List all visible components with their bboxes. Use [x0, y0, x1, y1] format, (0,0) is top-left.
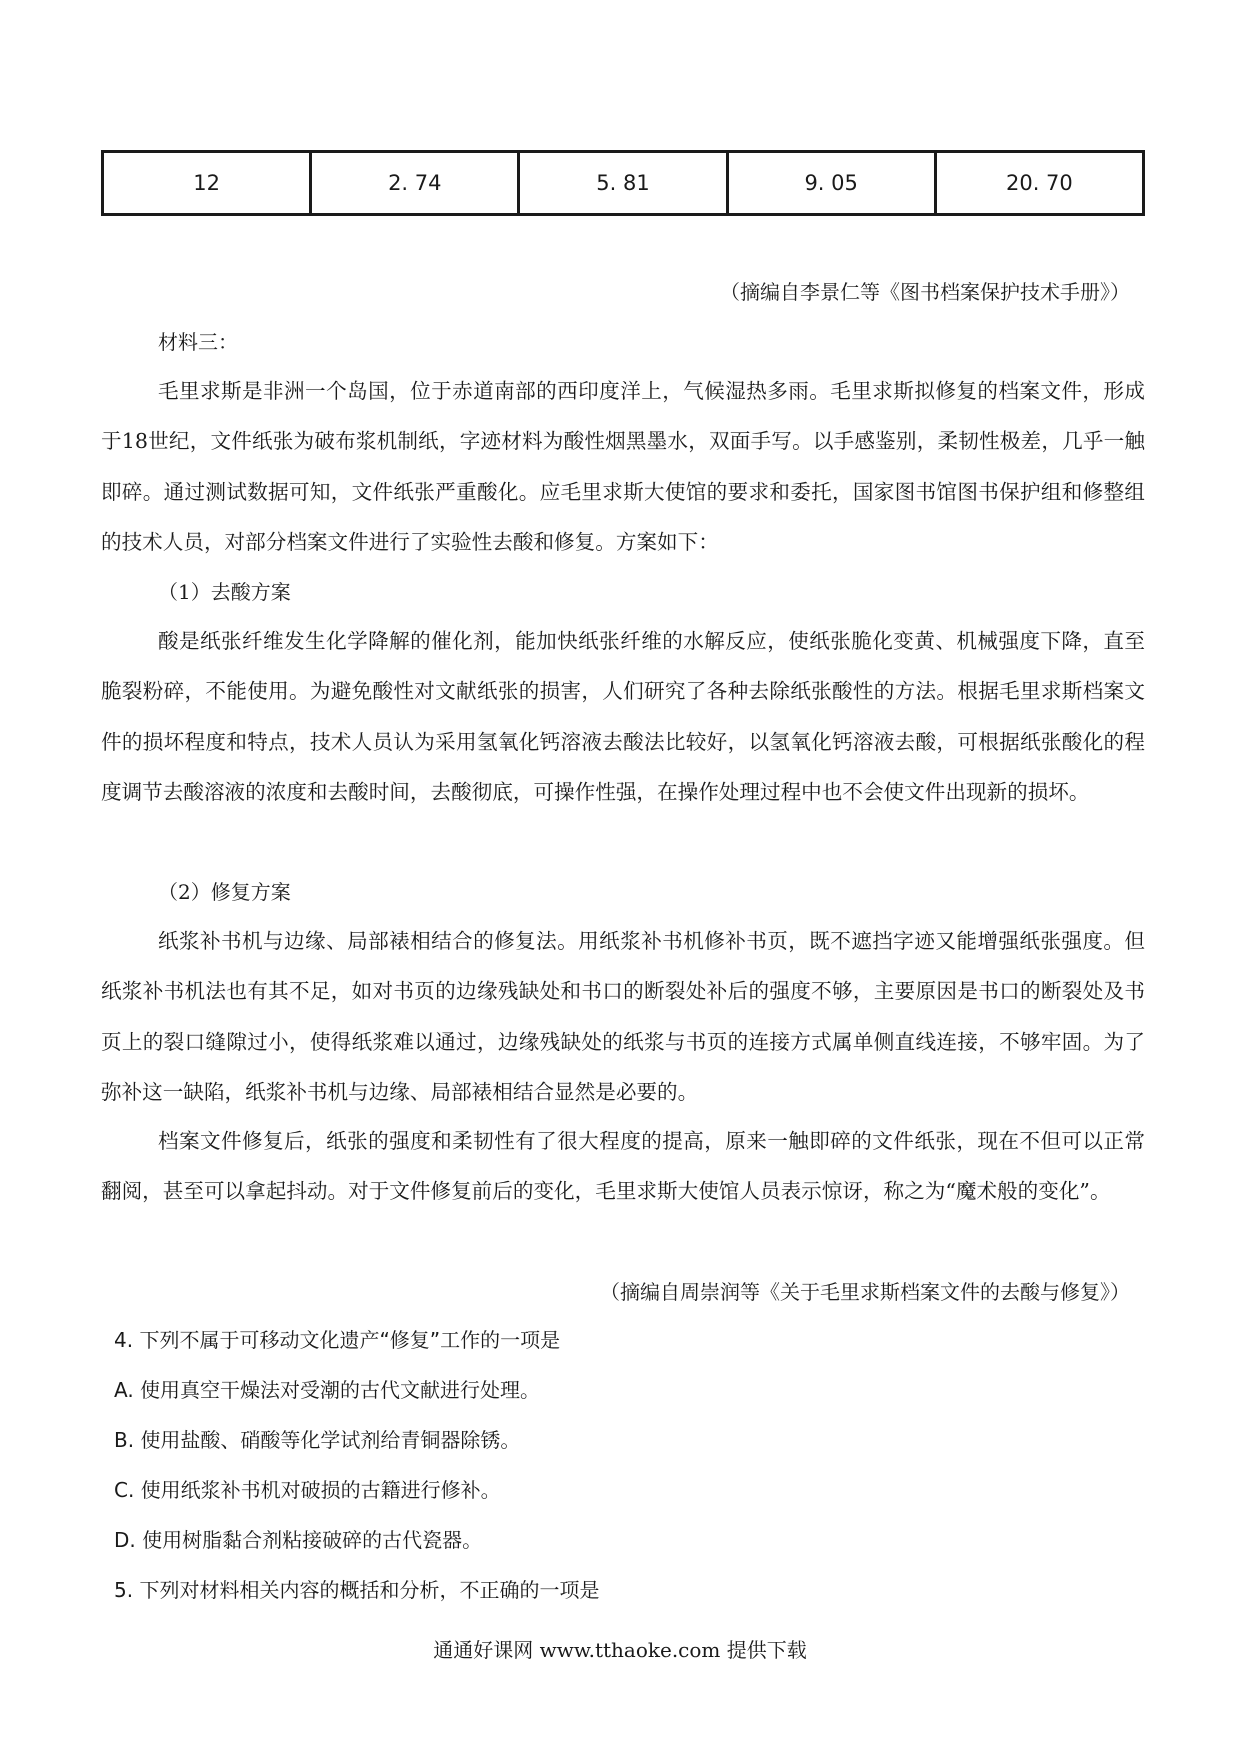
- question-4-stem: 4. 下列不属于可移动文化遗产“修复”工作的一项是: [114, 1328, 561, 1352]
- table-cell: 9. 05: [727, 152, 935, 215]
- page-footer: 通通好课网 www.tthaoke.com 提供下载: [433, 1638, 807, 1662]
- paragraph-restoration: 纸浆补书机与边缘、局部裱相结合的修复法。用纸浆补书机修补书页，既不遮挡字迹又能增强纸张强度。但纸浆补书机法也有其不足，如对书页的边缘残缺处和书口的断裂处补后的强度不够，主要原因是书口的断裂处及书页上的裂口缝隙过小，使得纸浆难以通过，边缘残缺处的纸浆与书页的连接方式属单侧直线连接，不够牢固。为了弥补这一缺陷，纸浆补书机与边缘、局部裱相结合显然是必要的。: [101, 929, 1145, 1105]
- paragraph-result: 档案文件修复后，纸张的强度和柔韧性有了很大程度的提高，原来一触即碎的文件纸张，现在不但可以正常翻阅，甚至可以拿起抖动。对于文件修复前后的变化，毛里求斯大使馆人员表示惊讶，称之为“魔术般的变化”。: [101, 1129, 1145, 1204]
- table-cell: 12: [103, 152, 311, 215]
- question-5-stem: 5. 下列对材料相关内容的概括和分析，不正确的一项是: [114, 1578, 600, 1602]
- question-4-option-c: C. 使用纸浆补书机对破损的古籍进行修补。: [114, 1478, 501, 1502]
- question-4-option-b: B. 使用盐酸、硝酸等化学试剂给青铜器除锈。: [114, 1428, 521, 1452]
- material-three-heading: 材料三：: [158, 330, 238, 354]
- source-citation-1: （摘编自李景仁等《图书档案保护技术手册》）: [720, 280, 1130, 304]
- data-table: [101, 150, 1145, 216]
- question-4-option-a: A. 使用真空干燥法对受潮的古代文献进行处理。: [114, 1378, 541, 1402]
- question-4-option-d: D. 使用树脂黏合剂粘接破碎的古代瓷器。: [114, 1528, 483, 1552]
- table-row: [103, 152, 1144, 215]
- table-cell: 5. 81: [519, 152, 727, 215]
- source-citation-2: （摘编自周崇润等《关于毛里求斯档案文件的去酸与修复》）: [600, 1280, 1130, 1304]
- paragraph-deacidification: 酸是纸张纤维发生化学降解的催化剂，能加快纸张纤维的水解反应，使纸张脆化变黄、机械强度下降，直至脆裂粉碎，不能使用。为避免酸性对文献纸张的损害，人们研究了各种去除纸张酸性的方法。根据毛里求斯档案文件的损坏程度和特点，技术人员认为采用氢氧化钙溶液去酸法比较好，以氢氧化钙溶液去酸，可根据纸张酸化的程度调节去酸溶液的浓度和去酸时间，去酸彻底，可操作性强，在操作处理过程中也不会使文件出现新的损坏。: [101, 629, 1145, 805]
- paragraph-mauritius: 毛里求斯是非洲一个岛国，位于赤道南部的西印度洋上，气候湿热多雨。毛里求斯拟修复的档案文件，形成于18世纪，文件纸张为破布浆机制纸，字迹材料为酸性烟黑墨水，双面手写。以手感鉴别，柔韧性极差，几乎一触即碎。通过测试数据可知，文件纸张严重酸化。应毛里求斯大使馆的要求和委托，国家图书馆图书保护组和修整组的技术人员，对部分档案文件进行了实验性去酸和修复。方案如下：: [101, 379, 1145, 555]
- table-cell: 20. 70: [935, 152, 1143, 215]
- table-cell: 2. 74: [311, 152, 519, 215]
- subheading-deacidification: （1）去酸方案: [158, 580, 291, 604]
- subheading-restoration: （2）修复方案: [158, 880, 291, 904]
